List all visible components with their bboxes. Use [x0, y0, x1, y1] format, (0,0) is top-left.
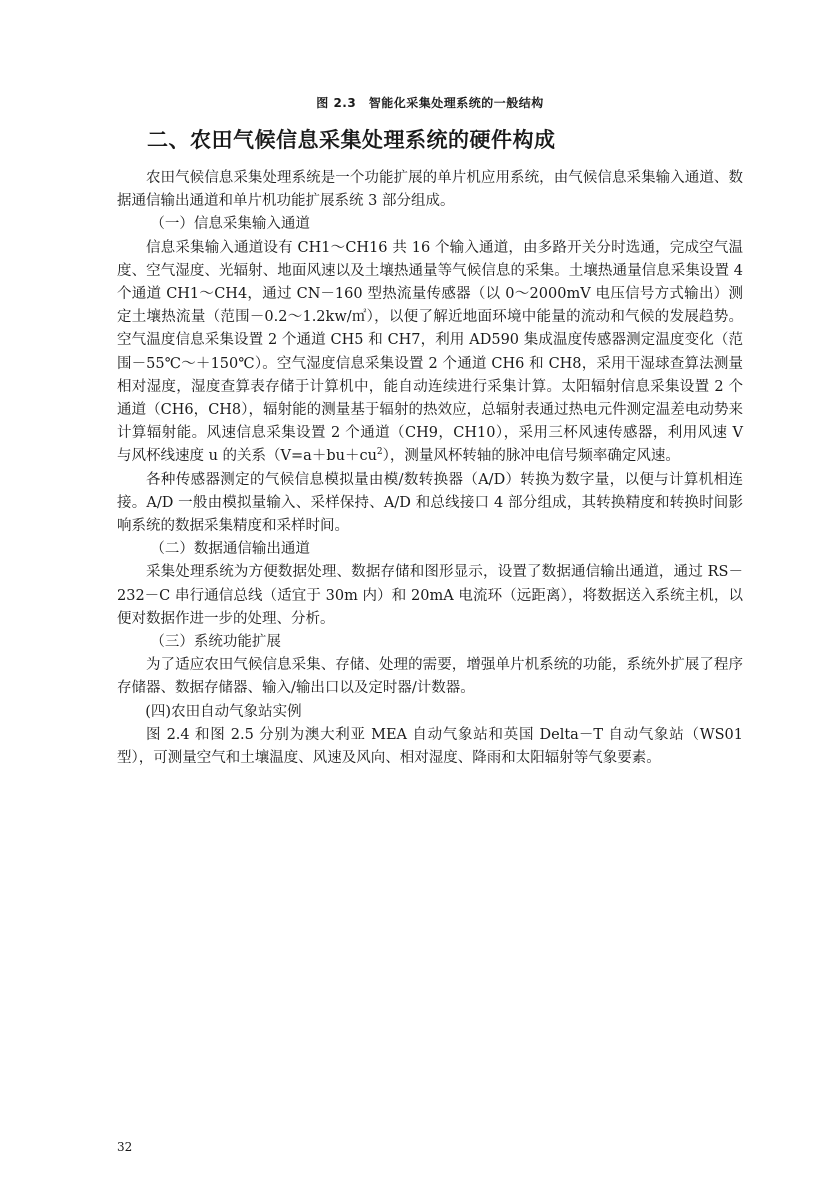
subheading-output-channel: （二）数据通信输出通道: [150, 541, 310, 558]
subheading-function-extension: （三）系统功能扩展: [150, 634, 281, 651]
paragraph-input-channel: [117, 237, 743, 469]
paragraph-input-channel-text: 信息采集输入通道设有 CH1～CH16 共 16 个输入通道，由多路开关分时选通，完成空气温度、空气湿度、光辐射、地面风速以及土壤热通量等气候信息的采集。土壤热通量信息采集设置 4 个通道 CH1～CH4，通过 CN－160 型热流量传感器（以 0～2000mV 电压信号方式输出）测定土壤热流量（范围－0.2～1.2kw/㎡），以便了解近地面环境中能量的流动和气候的发展趋势。空气温度信息采集设置 2 个通道 CH5 和 CH7，利用 AD590 集成温度传感器测定温度变化（范围－55℃～＋150℃）。空气湿度信息采集设置 2 个通道 CH6 和 CH8，采用干湿球查算法测量相对湿度，湿度查算表存储于计算机中，能自动连续进行采集计算。太阳辐射信息采集设置 2 个通道（CH6，CH8），辐射能的测量基于辐射的热效应，总辐射表通过热电元件测定温差电动势来计算辐射能。风速信息采集设置 2 个通道（CH9，CH10），采用三杯风速传感器，利用风速 V 与风杯线速度 u 的关系（V=a＋bu＋cu: [117, 239, 743, 465]
paragraph-ad-conversion: 各种传感器测定的气候信息模拟量由模/数转换器（A/D）转换为数字量，以便与计算机相连接。A/D 一般由模拟量输入、采样保持、A/D 和总线接口 4 部分组成，其转换精度和转换时间影响系统的数据采集精度和采样时间。: [117, 471, 743, 535]
figure-caption: 图 2.3 智能化采集处理系统的一般结构: [316, 96, 544, 110]
paragraph-output-channel: 采集处理系统为方便数据处理、数据存储和图形显示，设置了数据通信输出通道，通过 RS－232－C 串行通信总线（适宜于 30m 内）和 20mA 电流环（远距离），将数据送入系统主机，以便对数据作进一步的处理、分析。: [117, 564, 743, 627]
paragraph-weather-station: 图 2.4 和图 2.5 分别为澳大利亚 MEA 自动气象站和英国 Delta－T 自动气象站（WS01 型），可测量空气和土壤温度、风速及风向、相对湿度、降雨和太阳辐射等气象要素。: [117, 726, 743, 767]
paragraph-intro: 农田气候信息采集处理系统是一个功能扩展的单片机应用系统，由气候信息采集输入通道、数据通信输出通道和单片机功能扩展系统 3 部分组成。: [117, 170, 743, 210]
superscript-2: 2: [376, 447, 383, 458]
subheading-input-channel: （一）信息采集输入通道: [150, 216, 310, 233]
paragraph-function-extension: 为了适应农田气候信息采集、存储、处理的需要，增强单片机系统的功能，系统外扩展了程序存储器、数据存储器、输入/输出口以及定时器/计数器。: [117, 657, 743, 697]
page-number: 32: [117, 1140, 133, 1154]
section-title: 二、农田气候信息采集处理系统的硬件构成: [147, 128, 556, 152]
body-text: [117, 167, 743, 770]
paragraph-input-channel-end: ），测量风杯转轴的脉冲电信号频率确定风速。: [382, 448, 680, 465]
subheading-weather-station: (四)农田自动气象站实例: [145, 703, 302, 720]
